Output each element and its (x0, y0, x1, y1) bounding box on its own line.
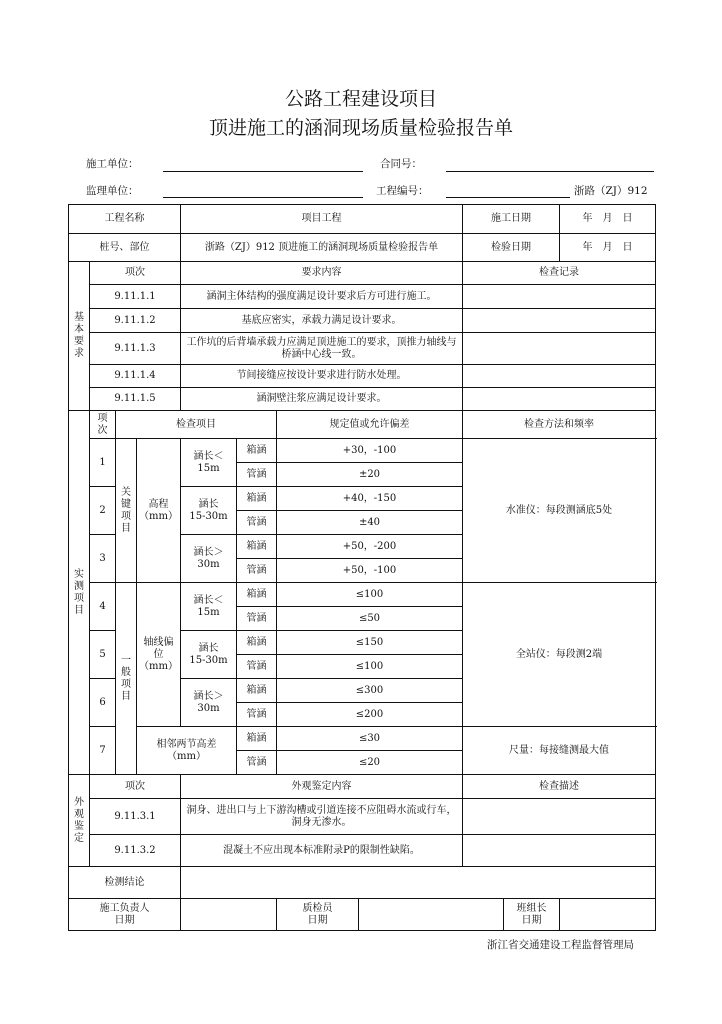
measured-no: 3 (90, 535, 116, 583)
measured-no: 1 (90, 439, 116, 487)
basic-row-text: 节间接缝应按设计要求进行防水处理。 (181, 365, 463, 388)
tolerance-value: +50，-100 (277, 559, 463, 583)
conclusion-value[interactable] (181, 867, 656, 899)
box-culvert-label: 箱涵 (237, 583, 277, 607)
basic-row-text: 基底应密实，承载力满足设计要求。 (181, 309, 463, 333)
measured-col-tolerance: 规定值或允许偏差 (277, 411, 463, 439)
tolerance-value: ±20 (277, 463, 463, 487)
appearance-section-label: 外观鉴定 (69, 775, 90, 867)
basic-section-label: 基本要求 (69, 262, 90, 411)
method-ruler: 尺量：每接缝测最大值 (463, 727, 656, 775)
basic-col-requirement: 要求内容 (181, 262, 463, 285)
inspection-date-label: 检验日期 (463, 234, 560, 262)
tolerance-value: ≤100 (277, 655, 463, 679)
appearance-row (69, 799, 656, 835)
basic-row-text: 涵洞壁注浆应满足设计要求。 (181, 388, 463, 411)
box-culvert-label: 箱涵 (237, 535, 277, 559)
length-label: 涵长＜15m (181, 583, 237, 631)
basic-row-no: 9.11.1.5 (90, 388, 181, 411)
construction-unit-label: 施工单位： (86, 158, 139, 170)
basic-row-no: 9.11.1.3 (90, 333, 181, 365)
contract-no-label: 合同号： (380, 158, 422, 170)
project-name-value[interactable]: 项目工程 (181, 205, 463, 234)
appearance-row-no: 9.11.3.1 (90, 799, 181, 835)
basic-row-no: 9.11.1.1 (90, 285, 181, 309)
pipe-culvert-label: 管涵 (237, 607, 277, 631)
station-value[interactable]: 浙路（ZJ）912 顶进施工的涵洞现场质量检验报告单 (181, 234, 463, 262)
team-leader-signature[interactable] (560, 899, 656, 931)
pipe-culvert-label: 管涵 (237, 703, 277, 727)
issuer-footer: 浙江省交通建设工程监督管理局 (487, 939, 634, 951)
inspection-table (68, 204, 656, 931)
signature-row (69, 899, 656, 931)
tolerance-value: ≤50 (277, 607, 463, 631)
tolerance-value: ≤100 (277, 583, 463, 607)
pipe-culvert-label: 管涵 (237, 751, 277, 775)
construction-date-value[interactable]: 年 月 日 (560, 205, 656, 234)
box-culvert-label: 箱涵 (237, 679, 277, 703)
measured-no: 2 (90, 487, 116, 535)
tolerance-value: +30，-100 (277, 439, 463, 463)
station-label: 桩号、部位 (69, 234, 181, 262)
appearance-row-no: 9.11.3.2 (90, 835, 181, 867)
box-culvert-label: 箱涵 (237, 439, 277, 463)
project-name-label: 工程名称 (69, 205, 181, 234)
appearance-col-item: 项次 (90, 775, 181, 799)
measured-col-item: 项次 (90, 411, 116, 439)
tolerance-value: ≤150 (277, 631, 463, 655)
basic-row (69, 285, 656, 309)
title-line1: 公路工程建设项目 (284, 88, 437, 110)
basic-row (69, 388, 656, 411)
appearance-row-text: 洞身、进出口与上下游沟槽或引道连接不应阻碍水流或行车，洞身无渗水。 (181, 799, 463, 835)
tolerance-value: +40，-150 (277, 487, 463, 511)
length-label: 涵长 15-30m (181, 631, 237, 679)
pipe-culvert-label: 管涵 (237, 655, 277, 679)
length-label: 涵长＞30m (181, 679, 237, 727)
basic-row-record[interactable] (463, 388, 656, 411)
measured-col-check: 检查项目 (116, 411, 277, 439)
measured-row (69, 439, 656, 463)
quality-inspector-signature[interactable] (359, 899, 504, 931)
conclusion-label: 检测结论 (69, 867, 181, 899)
basic-row-no: 9.11.1.4 (90, 365, 181, 388)
measured-no: 7 (90, 727, 116, 775)
measured-no: 5 (90, 631, 116, 679)
basic-row (69, 365, 656, 388)
pipe-culvert-label: 管涵 (237, 511, 277, 535)
measured-row (69, 583, 656, 607)
team-leader-label: 班组长 日期 (504, 899, 560, 931)
basic-col-record: 检查记录 (463, 262, 656, 285)
project-no-field[interactable] (446, 197, 570, 198)
basic-col-item: 项次 (90, 262, 181, 285)
basic-row-no: 9.11.1.2 (90, 309, 181, 333)
box-culvert-label: 箱涵 (237, 727, 277, 751)
basic-row-record[interactable] (463, 365, 656, 388)
method-total-station: 全站仪：每段测2端 (463, 583, 656, 727)
basic-row-record[interactable] (463, 309, 656, 333)
tolerance-value: ≤300 (277, 679, 463, 703)
basic-header-row (69, 262, 656, 285)
basic-row-record[interactable] (463, 333, 656, 365)
project-no-label: 工程编号： (376, 185, 429, 197)
inspection-date-value[interactable]: 年 月 日 (560, 234, 656, 262)
appearance-row-desc[interactable] (463, 835, 656, 867)
box-culvert-label: 箱涵 (237, 631, 277, 655)
appearance-row-text: 混凝土不应出现本标准附录P的限制性缺陷。 (181, 835, 463, 867)
tolerance-value: ±40 (277, 511, 463, 535)
construction-unit-field[interactable] (163, 171, 363, 172)
appearance-header-row (69, 775, 656, 799)
measured-no: 4 (90, 583, 116, 631)
basic-row-text: 工作坑的后背墙承载力应满足顶进施工的要求，顶推力轴线与桥涵中心线一致。 (181, 333, 463, 365)
axis-offset-label: 轴线偏 位 （mm） (137, 583, 181, 727)
title-line2: 顶进施工的涵洞现场质量检验报告单 (208, 117, 513, 139)
box-culvert-label: 箱涵 (237, 487, 277, 511)
tolerance-value: +50，-200 (277, 535, 463, 559)
tolerance-value: ≤200 (277, 703, 463, 727)
method-level: 水准仪：每段测涵底5处 (463, 439, 656, 583)
measured-no: 6 (90, 679, 116, 727)
basic-row (69, 333, 656, 365)
appearance-row (69, 835, 656, 867)
construction-lead-signature[interactable] (181, 899, 277, 931)
adjacent-diff-label: 相邻两节高差 （mm） (137, 727, 237, 775)
basic-row-text: 涵洞主体结构的强度满足设计要求后方可进行施工。 (181, 285, 463, 309)
general-items-label: 一般项目 (116, 583, 137, 775)
supervision-unit-field[interactable] (163, 197, 363, 198)
quality-inspector-label: 质检员 日期 (277, 899, 359, 931)
measured-header-row (69, 411, 656, 439)
appearance-col-desc: 检查描述 (463, 775, 656, 799)
length-label: 涵长 15-30m (181, 487, 237, 535)
station-row (69, 234, 656, 262)
contract-no-field[interactable] (446, 171, 654, 172)
measured-section-label: 实测项目 (69, 411, 90, 775)
construction-date-label: 施工日期 (463, 205, 560, 234)
key-items-label: 关键项目 (116, 439, 137, 583)
elevation-label: 高程 （mm） (137, 439, 181, 583)
measured-row (69, 727, 656, 751)
form-code: 浙路（ZJ）912 (574, 185, 648, 197)
appearance-row-desc[interactable] (463, 799, 656, 835)
project-name-row (69, 205, 656, 234)
basic-row (69, 309, 656, 333)
supervision-unit-label: 监理单位： (86, 185, 139, 197)
construction-lead-label: 施工负责人 日期 (69, 899, 181, 931)
measured-col-method: 检查方法和频率 (463, 411, 656, 439)
length-label: 涵长＞30m (181, 535, 237, 583)
conclusion-row (69, 867, 656, 899)
tolerance-value: ≤20 (277, 751, 463, 775)
tolerance-value: ≤30 (277, 727, 463, 751)
basic-row-record[interactable] (463, 285, 656, 309)
appearance-col-content: 外观鉴定内容 (181, 775, 463, 799)
pipe-culvert-label: 管涵 (237, 463, 277, 487)
length-label: 涵长＜15m (181, 439, 237, 487)
pipe-culvert-label: 管涵 (237, 559, 277, 583)
